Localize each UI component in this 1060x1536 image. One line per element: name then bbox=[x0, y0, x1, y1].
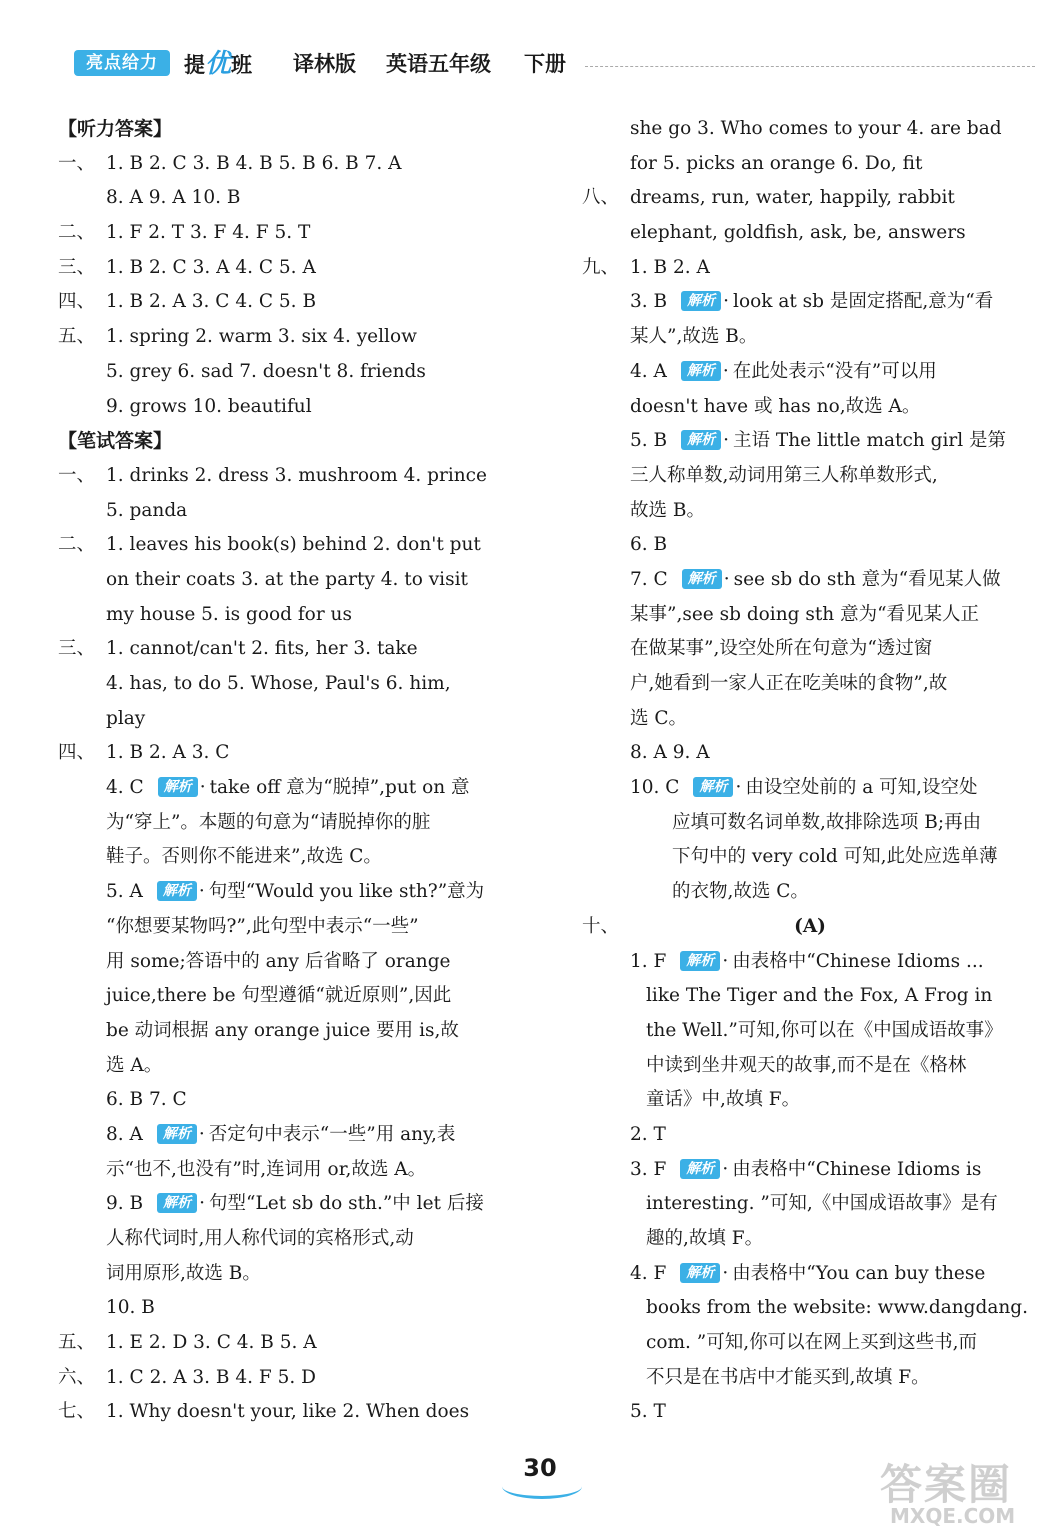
answer-line bbox=[582, 1187, 1042, 1222]
answer-key: 4. F bbox=[630, 1262, 667, 1284]
line-text: 8. A 9. A bbox=[630, 742, 710, 764]
answer-line bbox=[582, 771, 1042, 806]
line-text: 5. panda bbox=[106, 499, 188, 521]
line-text: 示“也不,也没有”时,连词用 or,故选 A。 bbox=[106, 1158, 427, 1180]
grade-label: 英语五年级 bbox=[386, 52, 491, 76]
answer-line bbox=[58, 494, 548, 529]
line-text: 鞋子。否则你不能进来”,故选 C。 bbox=[106, 846, 382, 868]
answer-line bbox=[582, 181, 1042, 216]
analysis-tag: 解析 bbox=[157, 1193, 197, 1213]
line-text: 1. F 2. T 3. F 4. F 5. T bbox=[106, 222, 311, 244]
answer-line bbox=[582, 1291, 1042, 1326]
answer-line bbox=[582, 875, 1042, 910]
analysis-tag: 解析 bbox=[158, 777, 198, 797]
line-text: 趣的,故填 F。 bbox=[646, 1228, 764, 1249]
tag-dot: · bbox=[723, 291, 730, 313]
answer-line bbox=[58, 390, 548, 425]
line-text: 1. B 2. C 3. A 4. C 5. A bbox=[106, 256, 316, 278]
answer-line bbox=[582, 1014, 1042, 1049]
answer-key: 10. C bbox=[630, 777, 680, 799]
line-text: 8. A 9. A 10. B bbox=[106, 187, 241, 209]
answer-line bbox=[582, 390, 1042, 425]
line-text: see sb do sth 意为“看见某人做 bbox=[733, 568, 1001, 590]
answer-line bbox=[58, 1257, 548, 1292]
section-number: 八、 bbox=[582, 187, 620, 209]
answer-key: 1. F bbox=[630, 950, 667, 972]
line-text: 1. B 2. A 3. C 4. C 5. B bbox=[106, 291, 317, 313]
line-text: the Well.”可知,你可以在《中国成语故事》 bbox=[646, 1019, 1003, 1041]
analysis-tag: 解析 bbox=[681, 291, 721, 311]
answer-line bbox=[58, 840, 548, 875]
answer-line bbox=[58, 285, 548, 320]
line-text: 主语 The little match girl 是第 bbox=[733, 430, 1007, 452]
line-text: 在此处表示“没有”可以用 bbox=[732, 360, 937, 382]
answer-line bbox=[58, 875, 548, 910]
answer-line bbox=[58, 1049, 548, 1084]
line-text: take off 意为“脱掉”,put on 意 bbox=[209, 777, 470, 799]
answer-line bbox=[58, 424, 548, 459]
watermark-text: 答案圈 bbox=[880, 1460, 1013, 1509]
line-text: 4. has, to do 5. Whose, Paul's 6. him, bbox=[106, 673, 451, 694]
answer-line bbox=[582, 1222, 1042, 1257]
answer-key: 3. F bbox=[630, 1158, 667, 1180]
answer-line bbox=[58, 1187, 548, 1222]
tag-dot: · bbox=[723, 568, 730, 590]
line-text: doesn't have 或 has no,故选 A。 bbox=[630, 395, 921, 417]
tag-dot: · bbox=[199, 777, 206, 799]
line-text: 由表格中“You can buy these bbox=[732, 1262, 986, 1284]
series-ti: 提 bbox=[184, 53, 205, 77]
answer-line bbox=[58, 1326, 548, 1361]
answer-line bbox=[58, 181, 548, 216]
answer-line bbox=[58, 459, 548, 494]
line-text: 1. B 2. A bbox=[630, 256, 710, 278]
answer-line bbox=[582, 806, 1042, 841]
line-text: 句型“Would you like sth?”意为 bbox=[208, 881, 485, 903]
section-number: 四、 bbox=[58, 291, 96, 313]
line-text: books from the website: www.dangdang. bbox=[646, 1297, 1028, 1319]
line-text: 1. spring 2. warm 3. six 4. yellow bbox=[106, 326, 417, 348]
line-text: on their coats 3. at the party 4. to visit bbox=[106, 568, 468, 590]
line-text: 2. T bbox=[630, 1123, 666, 1145]
line-text: 在做某事”,设空处所在句意为“透过窗 bbox=[630, 638, 933, 660]
answer-line bbox=[582, 424, 1042, 459]
series-ban: 班 bbox=[231, 53, 253, 77]
analysis-tag: 解析 bbox=[157, 1124, 197, 1144]
answer-key: 8. A bbox=[106, 1123, 143, 1145]
answer-line bbox=[582, 632, 1042, 667]
line-text: 10. B bbox=[106, 1297, 155, 1319]
answer-line bbox=[582, 251, 1042, 286]
page-number: 30 bbox=[523, 1454, 557, 1482]
analysis-tag: 解析 bbox=[693, 777, 733, 797]
answer-line bbox=[58, 563, 548, 598]
term-label: 下册 bbox=[524, 52, 566, 76]
line-text: 用 some;答语中的 any 后省略了 orange bbox=[106, 950, 451, 972]
tag-dot: · bbox=[723, 430, 730, 452]
answer-line bbox=[582, 1049, 1042, 1084]
section-number: 二、 bbox=[58, 222, 96, 244]
answer-line bbox=[582, 979, 1042, 1014]
answer-line bbox=[582, 1361, 1042, 1396]
line-text: she go 3. Who comes to your 4. are bad bbox=[630, 118, 1002, 139]
answer-key: 4. C bbox=[106, 777, 144, 799]
line-text: 不只是在书店中才能买到,故填 F。 bbox=[646, 1366, 930, 1388]
line-text: 应填可数名词单数,故排除选项 B;再由 bbox=[672, 811, 982, 833]
answer-key: 9. B bbox=[106, 1193, 144, 1215]
answer-line bbox=[582, 459, 1042, 494]
answer-line bbox=[58, 1291, 548, 1326]
tag-dot: · bbox=[735, 777, 742, 799]
answer-line bbox=[582, 147, 1042, 182]
section-number: 五、 bbox=[58, 326, 96, 348]
answer-line bbox=[58, 1361, 548, 1396]
line-text: 5. grey 6. sad 7. doesn't 8. friends bbox=[106, 360, 426, 382]
line-text: 词用原形,故选 B。 bbox=[106, 1262, 261, 1284]
answer-line bbox=[58, 355, 548, 390]
header-rule bbox=[585, 66, 1035, 67]
answer-line bbox=[582, 840, 1042, 875]
answer-line bbox=[58, 528, 548, 563]
answer-key: 5. A bbox=[106, 881, 143, 903]
line-text: dreams, run, water, happily, rabbit bbox=[630, 187, 955, 209]
line-text: be 动词根据 any orange juice 要用 is,故 bbox=[106, 1019, 459, 1041]
answer-line bbox=[58, 702, 548, 737]
left-column bbox=[58, 112, 548, 1430]
line-text: 否定句中表示“一些”用 any,表 bbox=[208, 1123, 456, 1145]
answer-line bbox=[58, 945, 548, 980]
brand-badge: 亮点给力 bbox=[74, 50, 170, 76]
line-text: 1. E 2. D 3. C 4. B 5. A bbox=[106, 1332, 317, 1354]
answer-line bbox=[58, 979, 548, 1014]
line-text: 户,她看到一家人正在吃美味的食物”,故 bbox=[630, 673, 948, 694]
line-text: 1. drinks 2. dress 3. mushroom 4. prince bbox=[106, 464, 487, 486]
answer-key: 4. A bbox=[630, 360, 667, 382]
line-text: 1. B 2. C 3. B 4. B 5. B 6. B 7. A bbox=[106, 152, 402, 174]
answer-line bbox=[58, 1395, 548, 1430]
publisher-label: 译林版 bbox=[293, 52, 356, 76]
line-text: play bbox=[106, 707, 146, 729]
line-text: 1. B 2. A 3. C bbox=[106, 742, 230, 764]
line-text: 故选 B。 bbox=[630, 499, 705, 521]
analysis-tag: 解析 bbox=[680, 951, 720, 971]
answer-line bbox=[58, 806, 548, 841]
line-text: 童话》中,故填 F。 bbox=[646, 1089, 801, 1111]
answer-line bbox=[58, 251, 548, 286]
answer-line bbox=[582, 702, 1042, 737]
answer-line bbox=[582, 1257, 1042, 1292]
answer-line bbox=[582, 1326, 1042, 1361]
section-number: 一、 bbox=[58, 464, 96, 486]
right-column bbox=[582, 112, 1042, 1430]
answer-line bbox=[58, 1118, 548, 1153]
tag-dot: · bbox=[198, 1123, 205, 1145]
answer-line bbox=[582, 1395, 1042, 1430]
page-header bbox=[0, 0, 1060, 100]
line-text: juice,there be 句型遵循“就近原则”,因此 bbox=[106, 985, 452, 1007]
line-text: 中读到坐井观天的故事,而不是在《格林 bbox=[646, 1054, 967, 1076]
tag-dot: · bbox=[722, 1158, 729, 1180]
answer-line bbox=[582, 1083, 1042, 1118]
line-text: 下句中的 very cold 可知,此处应选单薄 bbox=[672, 846, 998, 868]
answer-key: 7. C bbox=[630, 568, 668, 590]
analysis-tag: 解析 bbox=[681, 361, 721, 381]
tag-dot: · bbox=[722, 360, 729, 382]
section-number: 二、 bbox=[58, 534, 96, 556]
answer-line bbox=[582, 563, 1042, 598]
line-text: for 5. picks an orange 6. Do, fit bbox=[630, 152, 923, 174]
line-text: like The Tiger and the Fox, A Frog in bbox=[646, 985, 993, 1007]
section-number: 一、 bbox=[58, 152, 96, 174]
analysis-tag: 解析 bbox=[157, 881, 197, 901]
line-text: “你想要某物吗?”,此句型中表示“一些” bbox=[106, 915, 419, 937]
line-text: 人称代词时,用人称代词的宾格形式,动 bbox=[106, 1228, 414, 1249]
answer-line bbox=[58, 1083, 548, 1118]
tag-dot: · bbox=[198, 881, 205, 903]
line-text: 5. T bbox=[630, 1401, 666, 1423]
tag-dot: · bbox=[722, 950, 729, 972]
line-text: 由表格中“Chinese Idioms ... bbox=[732, 950, 984, 972]
line-text: look at sb 是固定搭配,意为“看 bbox=[733, 291, 994, 313]
line-text: 句型“Let sb do sth.”中 let 后接 bbox=[209, 1193, 484, 1215]
line-text: elephant, goldfish, ask, be, answers bbox=[630, 222, 966, 244]
answer-line bbox=[582, 1118, 1042, 1153]
analysis-tag: 解析 bbox=[681, 430, 721, 450]
line-text: 【听力答案】 bbox=[58, 118, 173, 140]
line-text: 由设空处前的 a 可知,设空处 bbox=[745, 777, 978, 799]
answer-line bbox=[58, 667, 548, 702]
answer-line bbox=[582, 112, 1042, 147]
answer-line bbox=[582, 945, 1042, 980]
section-number: 三、 bbox=[58, 256, 96, 278]
line-text: 1. cannot/can't 2. fits, her 3. take bbox=[106, 638, 418, 660]
line-text: 6. B bbox=[630, 534, 668, 556]
answer-line bbox=[582, 216, 1042, 251]
answer-line bbox=[582, 910, 1042, 945]
analysis-tag: 解析 bbox=[680, 1263, 720, 1283]
line-text: 由表格中“Chinese Idioms is bbox=[732, 1158, 982, 1180]
answer-line bbox=[58, 320, 548, 355]
line-text: 三人称单数,动词用第三人称单数形式, bbox=[630, 464, 938, 486]
answer-line bbox=[58, 771, 548, 806]
tag-dot: · bbox=[199, 1193, 206, 1215]
answer-line bbox=[58, 112, 548, 147]
answer-line bbox=[582, 667, 1042, 702]
line-text: 1. C 2. A 3. B 4. F 5. D bbox=[106, 1366, 316, 1388]
series-you: 优 bbox=[205, 49, 232, 79]
line-text: 【笔试答案】 bbox=[58, 430, 173, 453]
line-text: com. ”可知,你可以在网上买到这些书,而 bbox=[646, 1332, 978, 1354]
line-text: (A) bbox=[794, 915, 826, 937]
answer-line bbox=[58, 1153, 548, 1188]
section-number: 九、 bbox=[582, 256, 620, 278]
line-text: 1. leaves his book(s) behind 2. don't put bbox=[106, 534, 481, 556]
answer-line bbox=[582, 285, 1042, 320]
answer-key: 3. B bbox=[630, 291, 668, 313]
section-number: 七、 bbox=[58, 1401, 96, 1423]
answer-line bbox=[582, 528, 1042, 563]
line-text: interesting. ”可知,《中国成语故事》是有 bbox=[646, 1193, 998, 1215]
answer-line bbox=[58, 736, 548, 771]
line-text: 选 A。 bbox=[106, 1054, 163, 1076]
section-number: 五、 bbox=[58, 1332, 96, 1354]
watermark-logo bbox=[880, 1452, 1016, 1528]
answer-line bbox=[582, 736, 1042, 771]
answer-line bbox=[582, 1153, 1042, 1188]
tag-dot: · bbox=[722, 1262, 729, 1284]
watermark-url: MXQE.COM bbox=[890, 1504, 1016, 1528]
line-text: 6. B 7. C bbox=[106, 1089, 187, 1111]
line-text: my house 5. is good for us bbox=[106, 603, 352, 625]
answer-line bbox=[58, 216, 548, 251]
answer-line bbox=[58, 910, 548, 945]
line-text: 为“穿上”。本题的句意为“请脱掉你的脏 bbox=[106, 811, 431, 833]
page-number-arc bbox=[502, 1474, 582, 1499]
line-text: 选 C。 bbox=[630, 707, 688, 729]
answer-line bbox=[582, 355, 1042, 390]
section-number: 三、 bbox=[58, 638, 96, 660]
line-text: 的衣物,故选 C。 bbox=[672, 881, 809, 903]
line-text: 9. grows 10. beautiful bbox=[106, 395, 312, 417]
analysis-tag: 解析 bbox=[680, 1159, 720, 1179]
answer-line bbox=[582, 598, 1042, 633]
section-number: 十、 bbox=[582, 915, 620, 937]
answer-key: 5. B bbox=[630, 430, 668, 452]
section-number: 六、 bbox=[58, 1366, 96, 1388]
answer-line bbox=[582, 494, 1042, 529]
answer-line bbox=[58, 147, 548, 182]
line-text: 某事”,see sb doing sth 意为“看见某人正 bbox=[630, 603, 980, 625]
answer-line bbox=[58, 598, 548, 633]
answer-line bbox=[58, 1222, 548, 1257]
answer-line bbox=[58, 1014, 548, 1049]
answer-line bbox=[58, 632, 548, 667]
analysis-tag: 解析 bbox=[682, 569, 722, 589]
series-title bbox=[184, 49, 252, 80]
line-text: 1. Why doesn't your, like 2. When does bbox=[106, 1401, 470, 1423]
section-number: 四、 bbox=[58, 742, 96, 764]
answer-line bbox=[582, 320, 1042, 355]
line-text: 某人”,故选 B。 bbox=[630, 326, 758, 348]
